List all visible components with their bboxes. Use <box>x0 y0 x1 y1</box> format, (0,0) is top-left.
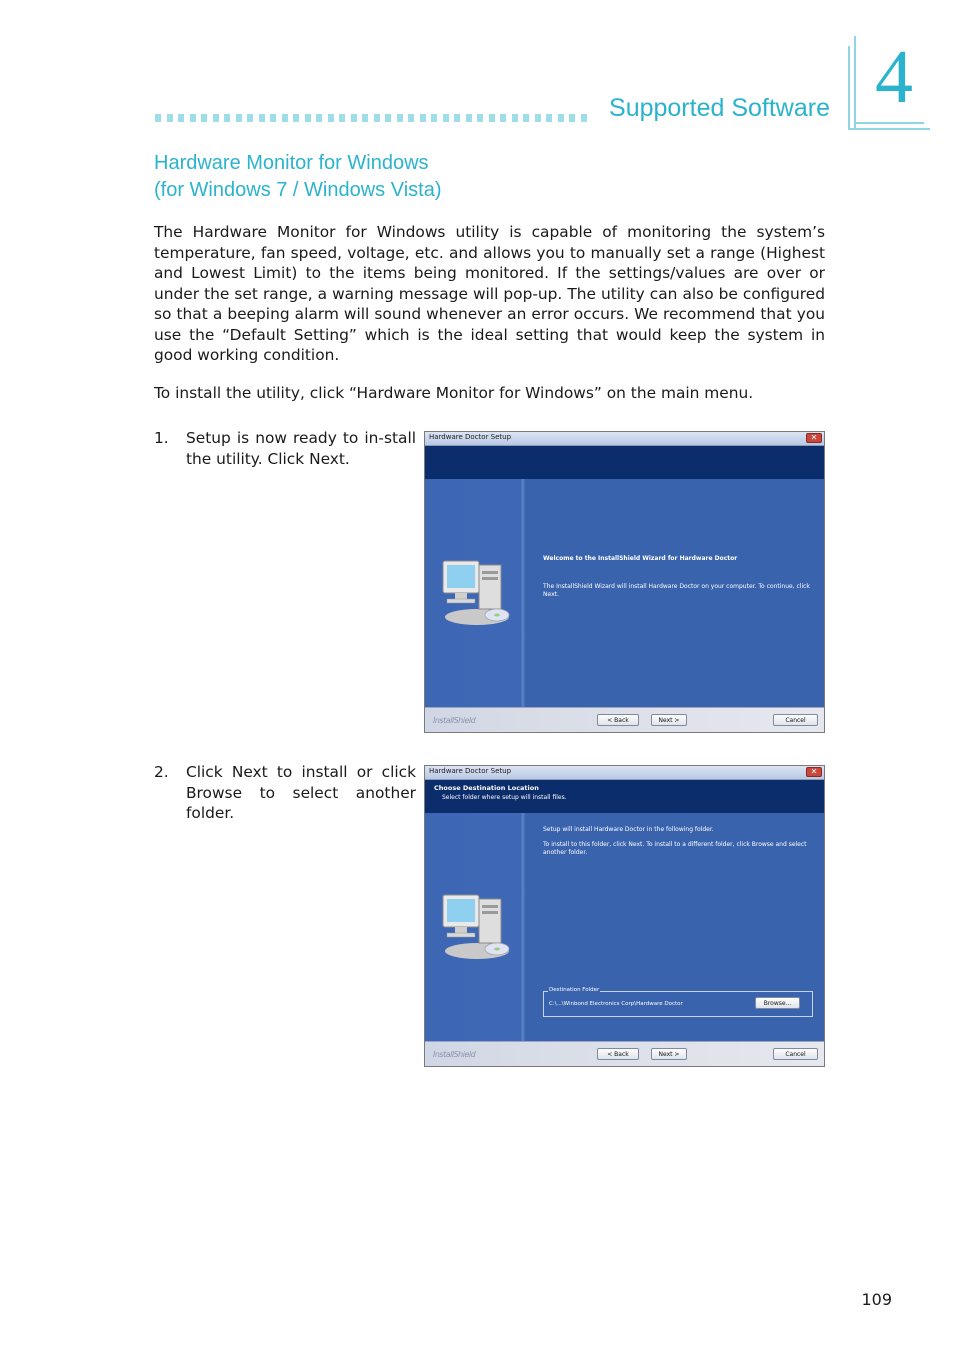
close-icon[interactable]: ✕ <box>806 433 822 443</box>
installshield-brand: InstallShield <box>433 716 476 725</box>
chapter-number: 4 <box>875 35 913 119</box>
step-text: Setup is now ready to in-stall the utility. Click Next. <box>186 429 416 468</box>
welcome-body: The InstallShield Wizard will install Hardware Doctor on your computer. To continue, click Next. <box>543 583 810 598</box>
dialog-title: Hardware Doctor Setup <box>429 433 512 441</box>
destination-dialog-screenshot <box>424 765 825 1067</box>
computer-icon <box>439 885 519 965</box>
dialog-body <box>425 813 824 1041</box>
subsection-title <box>154 150 442 204</box>
computer-icon <box>439 551 519 631</box>
cancel-button[interactable]: Cancel <box>773 714 818 726</box>
step-number: 1. <box>154 429 169 447</box>
browse-button[interactable]: Browse... <box>755 997 800 1009</box>
step-2 <box>154 762 416 832</box>
step-text: Click Next to install or click Browse to select another folder. <box>186 763 416 822</box>
intro-paragraph: The Hardware Monitor for Windows utility is capable of monitoring the system’s temperature, fan speed, voltage, etc. and allows you to manually set a range (Highest and Lowest Limit) to the items being monitored. If the settings/values are over or under the set range, a warning message will pop-up. The utility can also be configured so that a beeping alarm will sound whenever an error occurs. We recommend that you use the “Default Setting” which is the ideal setting that would keep the system in good working condition. <box>154 223 825 364</box>
page-number: 109 <box>861 1290 892 1309</box>
next-button[interactable]: Next > <box>651 714 687 726</box>
cancel-button[interactable]: Cancel <box>773 1048 818 1060</box>
step-number: 2. <box>154 763 169 781</box>
dialog-body <box>425 479 824 707</box>
banner-subtitle: Select folder where setup will install files. <box>442 794 567 801</box>
chapter-marker <box>848 36 930 130</box>
destination-line2: To install to this folder, click Next. To install to a different folder, click Browse and select another folder. <box>543 841 807 856</box>
welcome-dialog-screenshot <box>424 431 825 733</box>
dialog-banner <box>425 780 824 813</box>
subsection-title-line2: (for Windows 7 / Windows Vista) <box>154 179 442 201</box>
back-button[interactable]: < Back <box>597 714 639 726</box>
back-button[interactable]: < Back <box>597 1048 639 1060</box>
decorative-dot-rule <box>155 113 587 123</box>
banner-title: Choose Destination Location <box>434 784 539 792</box>
dialog-button-bar <box>425 1041 824 1067</box>
destination-folder-group <box>543 987 813 1017</box>
dialog-titlebar <box>425 766 824 780</box>
dialog-titlebar <box>425 432 824 446</box>
subsection-title-line1: Hardware Monitor for Windows <box>154 152 429 174</box>
section-title: Supported Software <box>609 94 830 122</box>
step-1 <box>154 428 416 488</box>
destination-line1: Setup will install Hardware Doctor in the following folder. <box>543 826 714 833</box>
dialog-button-bar <box>425 707 824 733</box>
destination-folder-path: C:\...\Winbond Electronics Corp\Hardware Doctor <box>549 1001 683 1007</box>
dialog-title: Hardware Doctor Setup <box>429 767 512 775</box>
dialog-banner <box>425 446 824 479</box>
next-button[interactable]: Next > <box>651 1048 687 1060</box>
destination-folder-legend: Destination Folder <box>549 987 600 993</box>
welcome-heading: Welcome to the InstallShield Wizard for Hardware Doctor <box>543 555 738 562</box>
installshield-brand: InstallShield <box>433 1050 476 1059</box>
install-instruction: To install the utility, click “Hardware Monitor for Windows” on the main menu. <box>154 384 754 402</box>
close-icon[interactable]: ✕ <box>806 767 822 777</box>
